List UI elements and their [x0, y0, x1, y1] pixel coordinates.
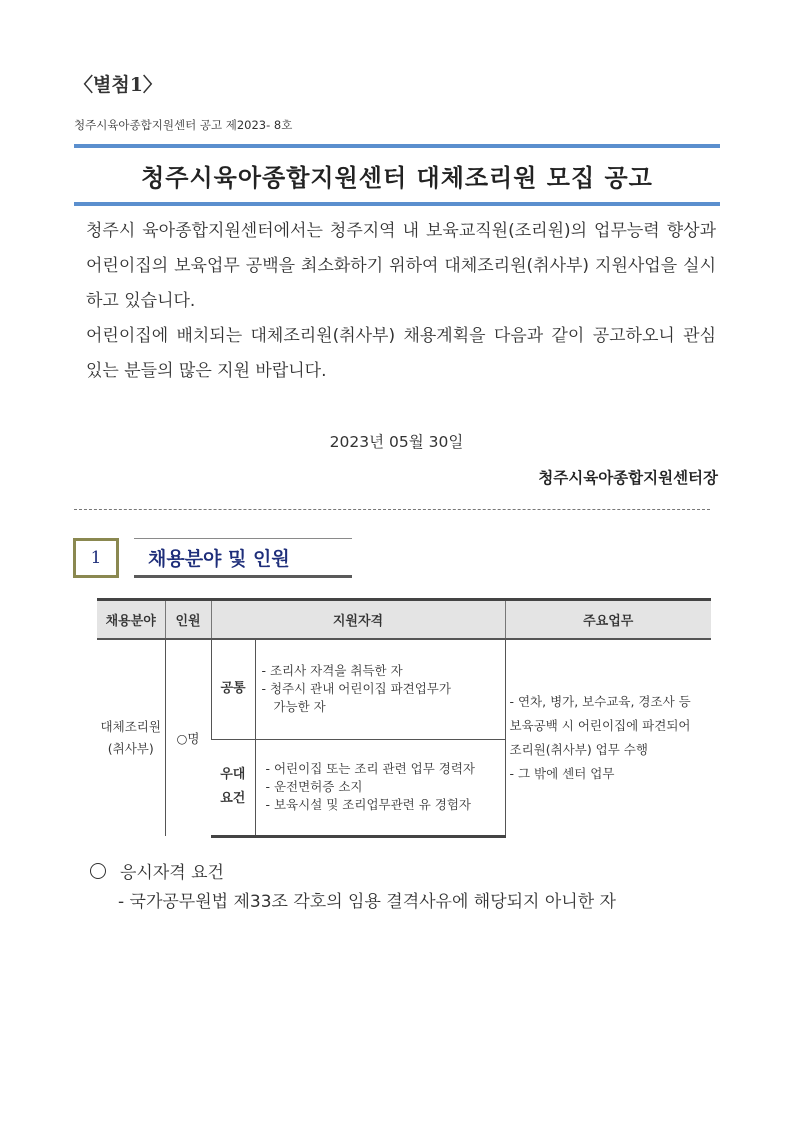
notice-date: 2023년 05월 30일: [329, 433, 464, 451]
title-bar: [74, 144, 720, 206]
preferred-list: [255, 739, 505, 836]
list-item: 조리원(취사부) 업무 수행: [509, 742, 648, 757]
intro-paragraph-2: 어린이집에 배치되는 대체조리원(취사부) 채용계획을 다음과 같이 공고하오니 관심 있는 분들의 많은 지원 바랍니다.: [86, 326, 716, 381]
list-item: - 운전면허증 소지: [265, 779, 363, 794]
list-item: - 어린이집 또는 조리 관련 업무 경력자: [265, 761, 475, 776]
list-item: 가능한 자: [261, 699, 326, 715]
table-header-row: [97, 600, 711, 640]
list-item: - 그 밖에 센터 업무: [509, 766, 615, 781]
recruitment-table: [97, 598, 711, 838]
list-item: - 조리사 자격을 취득한 자: [261, 663, 403, 679]
preferred-label: [211, 739, 255, 836]
header-qualifications: 지원자격: [211, 600, 505, 640]
list-item: - 연차, 병가, 보수교육, 경조사 등: [509, 694, 691, 709]
duties-cell: [505, 639, 711, 836]
header-field: 채용분야: [97, 600, 165, 640]
list-item: 보육공백 시 어린이집에 파견되어: [509, 718, 691, 733]
requirements-heading: [90, 858, 224, 883]
requirements-item: - 국가공무원법 제33조 각호의 임용 결격사유에 해당되지 아니한 자: [118, 892, 616, 912]
preferred-label-line-1: 우대: [220, 767, 246, 782]
attachment-label: 〈별첨1〉: [74, 74, 162, 96]
list-item: - 보육시설 및 조리업무관련 유 경험자: [265, 797, 472, 812]
header-count: 인원: [165, 600, 211, 640]
count-cell: ○명: [165, 639, 211, 836]
circle-bullet-icon: [90, 863, 106, 879]
preferred-label-line-2: 요건: [220, 791, 246, 806]
table-row: [97, 639, 711, 739]
common-label: 공통: [211, 639, 255, 739]
section-number: 1: [90, 548, 102, 568]
field-line-1: 대체조리원: [100, 719, 161, 734]
intro-text: [86, 214, 716, 389]
common-list: [255, 639, 505, 739]
dashed-divider: [74, 509, 710, 510]
field-cell: [97, 639, 165, 836]
requirements-heading-text: 응시자격 요건: [120, 863, 224, 883]
issuer: 청주시육아종합지원센터장: [538, 469, 718, 487]
list-item: - 청주시 관내 어린이집 파견업무가: [261, 681, 451, 697]
section-number-box: [73, 538, 119, 578]
notice-number: 청주시육아종합지원센터 공고 제2023- 8호: [74, 118, 293, 132]
field-line-2: (취사부): [107, 741, 154, 756]
intro-paragraph-1: 청주시 육아종합지원센터에서는 청주지역 내 보육교직원(조리원)의 업무능력 향상과 어린이집의 보육업무 공백을 최소화하기 위하여 대체조리원(취사부) 지원사업을 실시하고 있습니다.: [86, 221, 716, 311]
section-title-box: [134, 538, 352, 578]
section-title: 채용분야 및 인원: [148, 547, 290, 570]
page-title: 청주시육아종합지원센터 대체조리원 모집 공고: [141, 163, 653, 192]
header-duties: 주요업무: [505, 600, 711, 640]
